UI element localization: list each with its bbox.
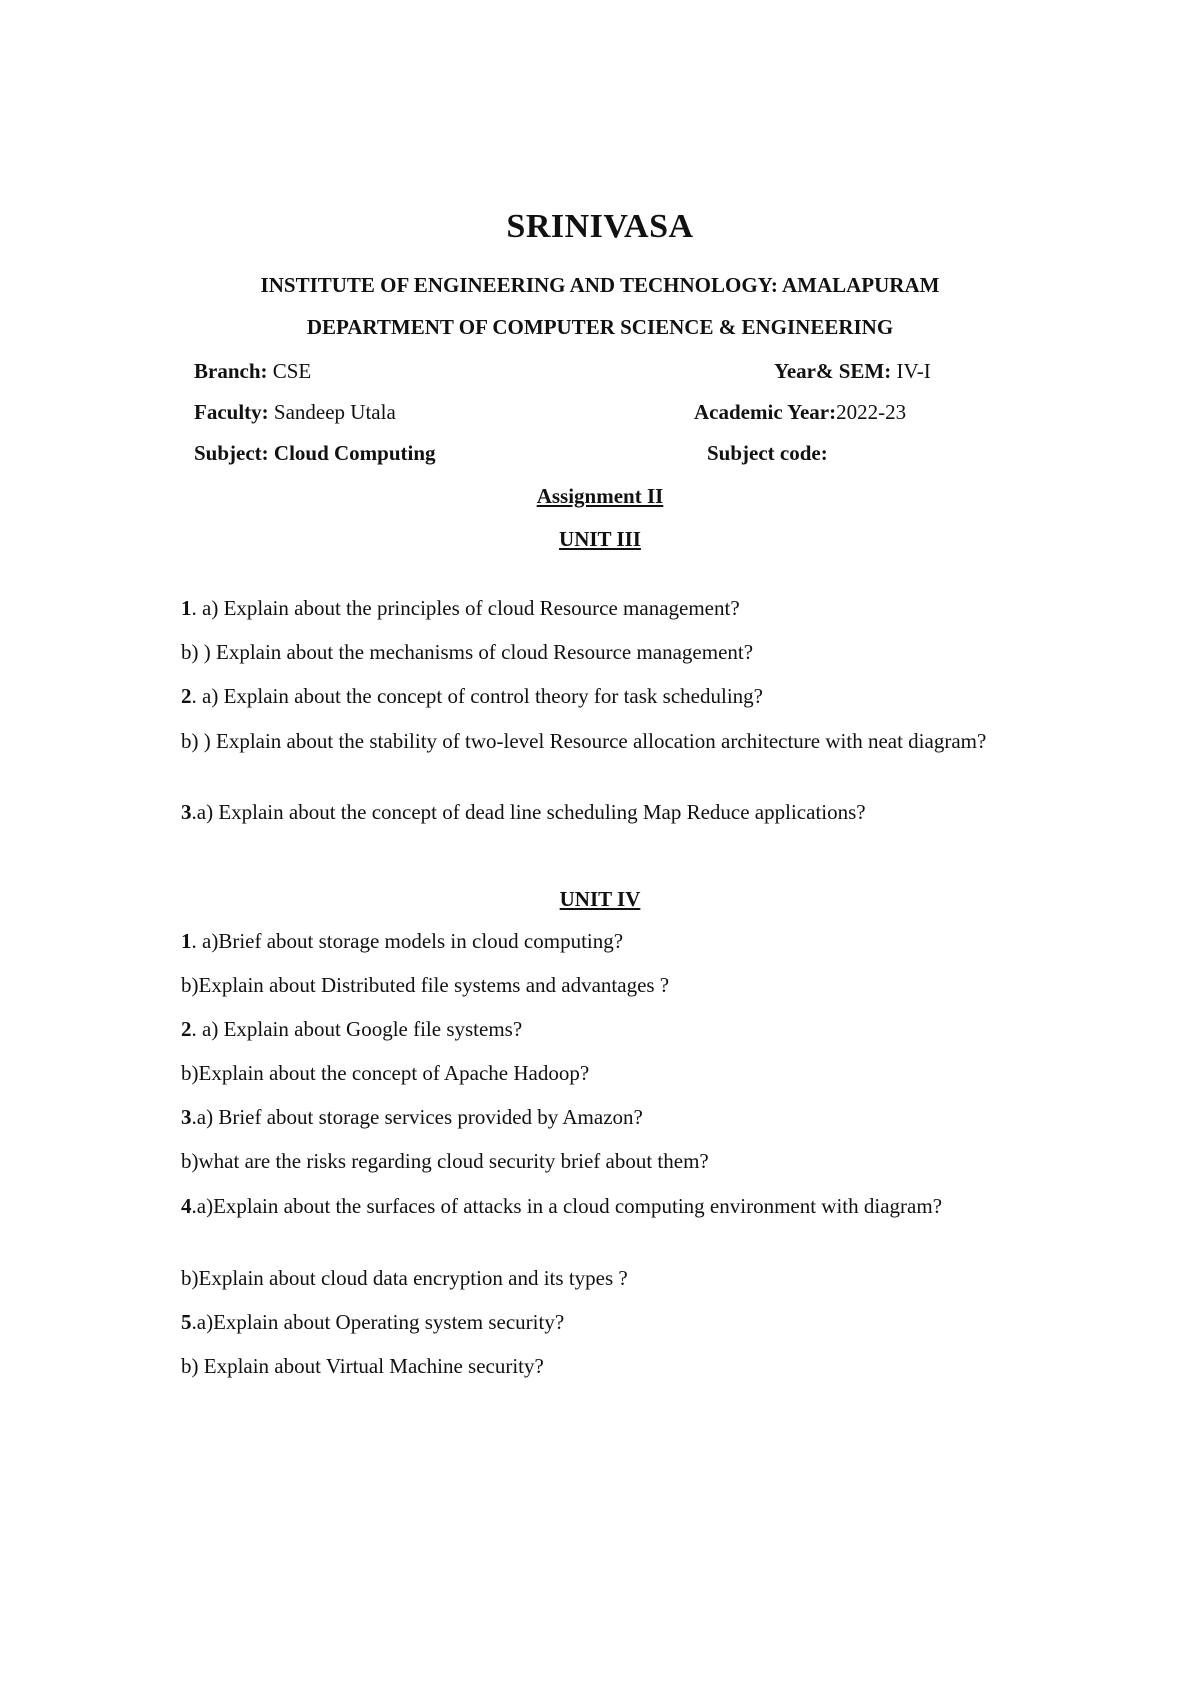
subject-line [194, 441, 436, 466]
question-5a [181, 1309, 1041, 1336]
academic-year-label: Academic Year: [694, 400, 837, 424]
unit-iv-heading: UNIT IV [559, 887, 641, 911]
faculty-label: Faculty: [194, 400, 269, 424]
year-sem-label: Year& SEM: [774, 359, 892, 383]
subject-label: Subject: Cloud Computing [194, 441, 436, 465]
question-text: b)Explain about Distributed file systems and advantages ? [181, 973, 670, 997]
question-number: 3 [181, 800, 192, 824]
question-text: . a) Explain about the concept of control theory for task scheduling? [191, 684, 763, 708]
department-name: DEPARTMENT OF COMPUTER SCIENCE & ENGINEERING [306, 315, 894, 339]
question-number: 4 [181, 1194, 192, 1218]
college-title: SRINIVASA [506, 208, 694, 245]
question-text: .a)Explain about Operating system security? [191, 1310, 565, 1334]
unit-iii-heading: UNIT III [559, 527, 641, 551]
question-number: 1 [181, 929, 192, 953]
question-5b [181, 1353, 1041, 1380]
question-text: b)what are the risks regarding cloud security brief about them? [181, 1149, 709, 1173]
question-text: . a) Explain about the principles of cloud Resource management? [191, 596, 740, 620]
question-text: b) ) Explain about the mechanisms of cloud Resource management? [181, 640, 754, 664]
branch-value: CSE [267, 359, 312, 383]
question-text: b)Explain about the concept of Apache Hadoop? [181, 1061, 590, 1085]
question-text: .a) Explain about the concept of dead line scheduling Map Reduce applications? [191, 800, 866, 824]
branch-label: Branch: [194, 359, 268, 383]
question-3b [181, 1148, 1041, 1175]
year-sem-value: IV-I [891, 359, 931, 383]
question-4a [181, 1193, 1001, 1220]
question-number: 2 [181, 684, 192, 708]
question-1b [181, 639, 1041, 666]
assignment-title: Assignment II [536, 484, 664, 508]
question-3a [181, 1104, 1041, 1131]
question-number: 2 [181, 1017, 192, 1041]
academic-year-value: 2022-23 [836, 400, 907, 424]
question-text: . a) Explain about Google file systems? [191, 1017, 523, 1041]
year-sem-line [774, 359, 931, 384]
question-text: .a)Explain about the surfaces of attacks in a cloud computing environment with diagram? [191, 1194, 943, 1218]
question-2a [181, 683, 1041, 710]
institute-name: INSTITUTE OF ENGINEERING AND TECHNOLOGY: AMALAPURAM [260, 273, 940, 297]
question-number: 5 [181, 1310, 192, 1334]
question-text: . a)Brief about storage models in cloud computing? [191, 929, 624, 953]
branch-line [194, 359, 311, 384]
faculty-line [194, 400, 396, 425]
question-text: b) Explain about Virtual Machine security? [181, 1354, 544, 1378]
question-1a [181, 595, 1041, 622]
subject-code-label: Subject code: [707, 441, 828, 465]
subject-code-line [707, 441, 828, 466]
faculty-value: Sandeep Utala [268, 400, 396, 424]
question-2b [181, 1060, 1041, 1087]
question-1b [181, 972, 1041, 999]
question-2b [181, 728, 1041, 755]
question-1a [181, 928, 1041, 955]
question-text: .a) Brief about storage services provided by Amazon? [191, 1105, 643, 1129]
question-2a [181, 1016, 1041, 1043]
question-3a [181, 799, 1041, 826]
academic-year-line [694, 400, 906, 425]
question-number: 1 [181, 596, 192, 620]
question-text: b) ) Explain about the stability of two-level Resource allocation architecture with neat diagram? [181, 729, 987, 753]
question-text: b)Explain about cloud data encryption and its types ? [181, 1266, 628, 1290]
question-4b [181, 1265, 1041, 1292]
question-number: 3 [181, 1105, 192, 1129]
